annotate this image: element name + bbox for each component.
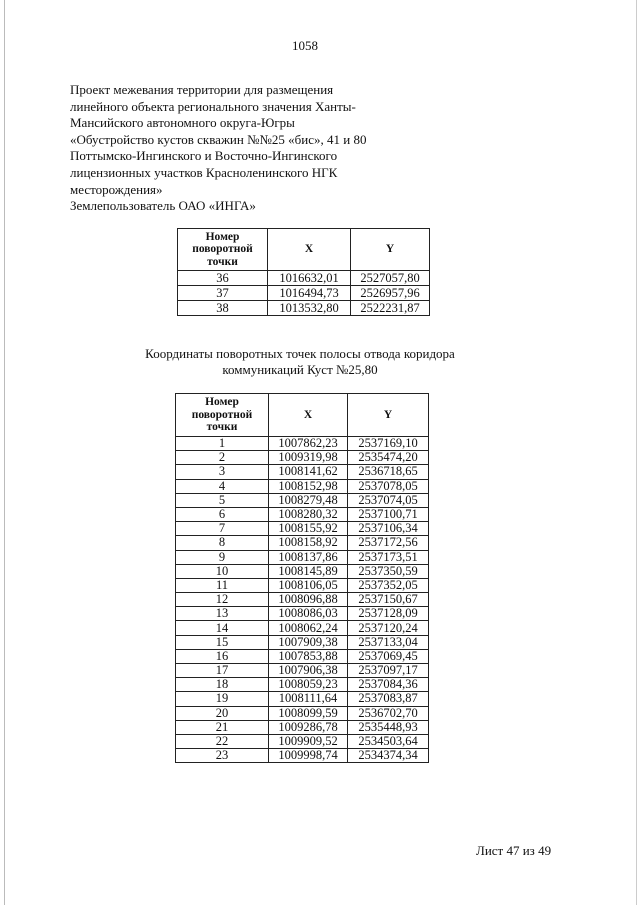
table-row bbox=[176, 706, 429, 720]
cell-point-number: 38 bbox=[178, 301, 268, 316]
cell-x: 1013532,80 bbox=[268, 301, 351, 316]
cell-x: 1008137,86 bbox=[269, 550, 348, 564]
cell-point-number: 15 bbox=[176, 635, 269, 649]
cell-y: 2537172,56 bbox=[348, 536, 429, 550]
scan-edge-right bbox=[636, 0, 637, 905]
document-intro: Проект межевания территории для размещения линейного объекта регионального значения Ханты- Мансийского автономного округа-Югры «Обустройство кустов скважин №№25 «бис», 41 и 80 Поттымско-Ингинского и Восточно-Ингинского лицензионных участков Красноленинского НГК месторождения» Землепользователь ОАО «ИНГА» bbox=[70, 82, 367, 214]
table-header-row bbox=[176, 394, 429, 437]
cell-x: 1008111,64 bbox=[269, 692, 348, 706]
table-row bbox=[176, 451, 429, 465]
cell-point-number: 20 bbox=[176, 706, 269, 720]
cell-y: 2537097,17 bbox=[348, 664, 429, 678]
table-row bbox=[176, 692, 429, 706]
table-row bbox=[176, 550, 429, 564]
cell-point-number: 14 bbox=[176, 621, 269, 635]
cell-point-number: 37 bbox=[178, 286, 268, 301]
cell-x: 1008062,24 bbox=[269, 621, 348, 635]
cell-x: 1008086,03 bbox=[269, 607, 348, 621]
table-row bbox=[176, 734, 429, 748]
table-row bbox=[178, 301, 430, 316]
cell-point-number: 18 bbox=[176, 678, 269, 692]
table-row bbox=[176, 465, 429, 479]
table-row bbox=[176, 607, 429, 621]
cell-y: 2537069,45 bbox=[348, 649, 429, 663]
header-y: Y bbox=[351, 229, 430, 271]
cell-point-number: 5 bbox=[176, 493, 269, 507]
table-row bbox=[176, 564, 429, 578]
cell-point-number: 8 bbox=[176, 536, 269, 550]
cell-y: 2537083,87 bbox=[348, 692, 429, 706]
cell-point-number: 22 bbox=[176, 734, 269, 748]
cell-point-number: 17 bbox=[176, 664, 269, 678]
cell-x: 1016632,01 bbox=[268, 271, 351, 286]
cell-y: 2537100,71 bbox=[348, 507, 429, 521]
coordinates-table-2 bbox=[175, 393, 429, 763]
cell-x: 1008106,05 bbox=[269, 578, 348, 592]
cell-point-number: 13 bbox=[176, 607, 269, 621]
cell-y: 2537084,36 bbox=[348, 678, 429, 692]
cell-point-number: 19 bbox=[176, 692, 269, 706]
cell-y: 2522231,87 bbox=[351, 301, 430, 316]
cell-x: 1016494,73 bbox=[268, 286, 351, 301]
coordinates-table-1 bbox=[177, 228, 430, 316]
cell-point-number: 10 bbox=[176, 564, 269, 578]
cell-point-number: 7 bbox=[176, 522, 269, 536]
cell-point-number: 36 bbox=[178, 271, 268, 286]
table-row bbox=[176, 649, 429, 663]
cell-x: 1008158,92 bbox=[269, 536, 348, 550]
cell-x: 1008099,59 bbox=[269, 706, 348, 720]
table-header-row bbox=[178, 229, 430, 271]
cell-x: 1007909,38 bbox=[269, 635, 348, 649]
cell-point-number: 3 bbox=[176, 465, 269, 479]
cell-point-number: 4 bbox=[176, 479, 269, 493]
cell-x: 1008145,89 bbox=[269, 564, 348, 578]
cell-y: 2536702,70 bbox=[348, 706, 429, 720]
cell-point-number: 9 bbox=[176, 550, 269, 564]
cell-x: 1008280,32 bbox=[269, 507, 348, 521]
cell-point-number: 2 bbox=[176, 451, 269, 465]
cell-y: 2537120,24 bbox=[348, 621, 429, 635]
header-x: X bbox=[268, 229, 351, 271]
cell-x: 1008141,62 bbox=[269, 465, 348, 479]
cell-x: 1007853,88 bbox=[269, 649, 348, 663]
scan-edge-left bbox=[4, 0, 5, 905]
table-row bbox=[176, 593, 429, 607]
cell-y: 2535474,20 bbox=[348, 451, 429, 465]
cell-y: 2537074,05 bbox=[348, 493, 429, 507]
header-y: Y bbox=[348, 394, 429, 437]
cell-y: 2536718,65 bbox=[348, 465, 429, 479]
section-heading: Координаты поворотных точек полосы отвода коридора коммуникаций Куст №25,80 bbox=[145, 346, 455, 377]
table-row bbox=[176, 507, 429, 521]
page-number: 1058 bbox=[292, 38, 318, 53]
cell-x: 1007862,23 bbox=[269, 437, 348, 451]
cell-x: 1008059,23 bbox=[269, 678, 348, 692]
cell-point-number: 23 bbox=[176, 749, 269, 763]
cell-y: 2537150,67 bbox=[348, 593, 429, 607]
cell-y: 2537106,34 bbox=[348, 522, 429, 536]
cell-y: 2534374,34 bbox=[348, 749, 429, 763]
table-row bbox=[176, 678, 429, 692]
table-row bbox=[176, 635, 429, 649]
table-row bbox=[176, 437, 429, 451]
cell-y: 2526957,96 bbox=[351, 286, 430, 301]
header-x: X bbox=[269, 394, 348, 437]
cell-y: 2534503,64 bbox=[348, 734, 429, 748]
table-row bbox=[176, 664, 429, 678]
cell-point-number: 21 bbox=[176, 720, 269, 734]
table-row bbox=[176, 536, 429, 550]
table-row bbox=[176, 720, 429, 734]
cell-x: 1009286,78 bbox=[269, 720, 348, 734]
cell-x: 1009998,74 bbox=[269, 749, 348, 763]
table-row bbox=[176, 522, 429, 536]
cell-y: 2535448,93 bbox=[348, 720, 429, 734]
cell-x: 1008096,88 bbox=[269, 593, 348, 607]
cell-y: 2537078,05 bbox=[348, 479, 429, 493]
sheet-footer: Лист 47 из 49 bbox=[476, 843, 552, 858]
table-row bbox=[176, 578, 429, 592]
cell-y: 2537350,59 bbox=[348, 564, 429, 578]
header-point-number: Номер поворотной точки bbox=[178, 229, 268, 271]
table-row bbox=[176, 479, 429, 493]
cell-point-number: 1 bbox=[176, 437, 269, 451]
cell-x: 1009319,98 bbox=[269, 451, 348, 465]
table-row bbox=[176, 749, 429, 763]
cell-y: 2527057,80 bbox=[351, 271, 430, 286]
cell-x: 1007906,38 bbox=[269, 664, 348, 678]
cell-point-number: 6 bbox=[176, 507, 269, 521]
cell-y: 2537352,05 bbox=[348, 578, 429, 592]
cell-point-number: 16 bbox=[176, 649, 269, 663]
cell-x: 1008152,98 bbox=[269, 479, 348, 493]
cell-x: 1008279,48 bbox=[269, 493, 348, 507]
table-row bbox=[176, 493, 429, 507]
cell-point-number: 12 bbox=[176, 593, 269, 607]
cell-x: 1008155,92 bbox=[269, 522, 348, 536]
table-row bbox=[178, 286, 430, 301]
cell-point-number: 11 bbox=[176, 578, 269, 592]
table-row bbox=[176, 621, 429, 635]
cell-y: 2537128,09 bbox=[348, 607, 429, 621]
header-point-number: Номер поворотной точки bbox=[176, 394, 269, 437]
table-row bbox=[178, 271, 430, 286]
cell-y: 2537173,51 bbox=[348, 550, 429, 564]
cell-x: 1009909,52 bbox=[269, 734, 348, 748]
cell-y: 2537133,04 bbox=[348, 635, 429, 649]
cell-y: 2537169,10 bbox=[348, 437, 429, 451]
